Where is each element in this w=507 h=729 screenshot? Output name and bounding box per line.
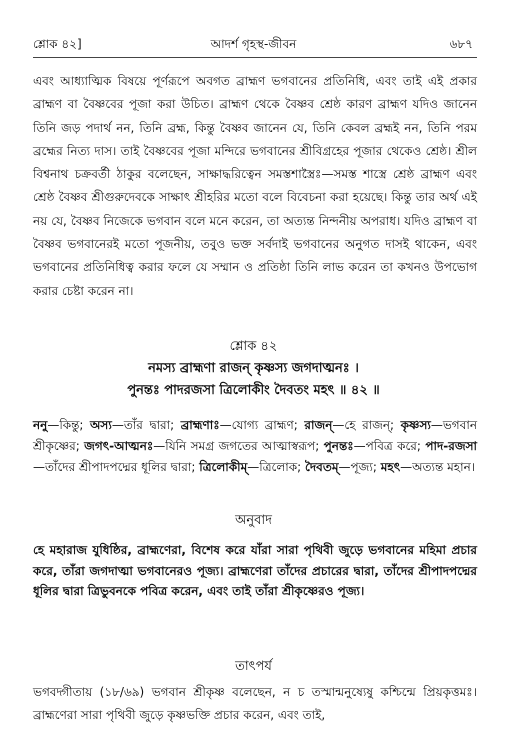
synonym-word: জগৎ-আত্মনঃ bbox=[84, 439, 154, 453]
synonym-meaning: —যিনি সমগ্র জগতের আত্মাস্বরূপ; bbox=[153, 439, 324, 453]
synonym-word: ননু bbox=[33, 418, 48, 432]
synonym-meaning: —পবিত্র করে; bbox=[353, 439, 426, 453]
synonym-word: পুনন্তঃ bbox=[323, 439, 354, 453]
synonym-word: পাদ-রজসা bbox=[425, 439, 477, 453]
page-number: ৬৮৭ bbox=[449, 37, 473, 51]
synonym-meaning: —হে রাজন্; bbox=[332, 418, 401, 432]
running-header-chapter-title: আদর্শ গৃহস্থ-জীবন bbox=[210, 37, 297, 51]
synonym-word: মহৎ bbox=[380, 460, 401, 474]
synonyms-paragraph bbox=[33, 415, 477, 478]
synonym-meaning: —পূজ্য; bbox=[338, 460, 381, 474]
translation-paragraph: হে মহারাজ যুধিষ্ঠির, ব্রাহ্মণেরা, বিশেষ করে যাঁরা সারা পৃথিবী জুড়ে ভগবানের মহিমা প্রচার করে, তাঁরা জগদাত্মা ভগবানেরও পূজ্য। ব্রাহ্মণেরা তাঁদের প্রচারের দ্বারা, তাঁদের শ্রীপাদপদ্মের ধূলির দ্বারা ত্রিভুবনকে পবিত্র করেন, এবং তাই তাঁরা শ্রীকৃষ্ণেরও পূজ্য। bbox=[33, 543, 477, 598]
verse-line-2: পুনন্তঃ পাদরজসা ত্রিলোকীং দৈবতং মহৎ ॥ ৪২ ॥ bbox=[127, 383, 380, 398]
synonym-meaning: —তাঁর দ্বারা; bbox=[111, 418, 181, 432]
purport-continued-paragraph: এবং আধ্যাত্মিক বিষয়ে পূর্ণরূপে অবগত ব্রাহ্মণ ভগবানের প্রতিনিধি, এবং তাই এই প্রকার ব্রাহ্মণ বা বৈষ্ণবের পূজা করা উচিত। ব্রাহ্মণ থেকে বৈষ্ণব শ্রেষ্ঠ কারণ ব্রাহ্মণ যদিও জানেন তিনি জড় পদার্থ নন, তিনি ব্রহ্ম, কিন্তু বৈষ্ণব জানেন যে, তিনি কেবল ব্রহ্মই নন, তিনি পরম ব্রহ্মের নিত্য দাস। তাই বৈষ্ণবের পূজা মন্দিরে ভগবানের শ্রীবিগ্রহের পূজার থেকেও শ্রেষ্ঠ। শ্রীল বিশ্বনাথ চক্রবর্তী ঠাকুর বলেছেন, সাক্ষাদ্ধরিত্বেন সমস্তশাস্ত্রৈঃ—সমস্ত শাস্ত্রে শ্রেষ্ঠ ব্রাহ্মণ এবং শ্রেষ্ঠ বৈষ্ণব শ্রীগুরুদেবকে সাক্ষাৎ শ্রীহরির মতো বলে বিবেচনা করা হয়েছে। কিন্তু তার অর্থ এই নয় যে, বৈষ্ণব নিজেকে ভগবান বলে মনে করেন, তা অত্যন্ত নিন্দনীয় অপরাধ। যদিও ব্রাহ্মণ বা বৈষ্ণব ভগবানেরই মতো পূজনীয়, তবুও ভক্ত সর্বদাই ভগবানের অনুগত দাসই থাকেন, এবং ভগবানের প্রতিনিধিত্ব করার ফলে যে সম্মান ও প্রতিষ্ঠা তিনি লাভ করেন তা কখনও উপভোগ করার চেষ্টা করেন না। bbox=[33, 74, 477, 298]
synonym-meaning: —অত্যন্ত মহান। bbox=[400, 460, 476, 474]
synonym-meaning: —কিন্তু; bbox=[47, 418, 91, 432]
purport-paragraph: ভগবদ্গীতায় (১৮/৬৯) ভগবান শ্রীকৃষ্ণ বলেছেন, ন চ তস্মান্মনুষ্যেষু কশ্চিন্মে প্রিয়কৃত্তমঃ। ব্রাহ্মণেরা সারা পৃথিবী জুড়ে কৃষ্ণভক্তি প্রচার করেন, এবং তাই, bbox=[33, 685, 477, 723]
synonym-word: অস্য bbox=[90, 418, 112, 432]
translation-heading: অনুবাদ bbox=[235, 513, 272, 528]
synonym-meaning: —ত্রিলোক; bbox=[247, 460, 306, 474]
header-divider bbox=[33, 57, 477, 58]
purport-heading: তাৎপর্য bbox=[235, 659, 272, 674]
synonym-meaning: —ভগবান শ্রীকৃষ্ণের; bbox=[33, 418, 477, 453]
synonym-meaning: —যোগ্য ব্রাহ্মণ; bbox=[219, 418, 305, 432]
synonym-word: ত্রিলোকীম্ bbox=[199, 460, 248, 474]
running-header-verse-ref: শ্লোক ৪২] bbox=[33, 37, 82, 51]
synonym-meaning: —তাঁদের শ্রীপাদপদ্মের ধূলির দ্বারা; bbox=[33, 460, 200, 474]
synonym-word: রাজন্ bbox=[304, 418, 333, 432]
synonyms-list bbox=[33, 418, 477, 474]
verse-heading: শ্লোক ৪২ bbox=[229, 339, 278, 354]
synonym-word: কৃষ্ণস্য bbox=[400, 418, 431, 432]
synonym-word: দৈবতম্ bbox=[305, 460, 339, 474]
synonym-word: ব্রাহ্মণাঃ bbox=[180, 418, 220, 432]
verse-line-1: নমস্য ব্রাহ্মণা রাজন্ কৃষ্ণস্য জগদাত্মনঃ । bbox=[148, 361, 359, 376]
